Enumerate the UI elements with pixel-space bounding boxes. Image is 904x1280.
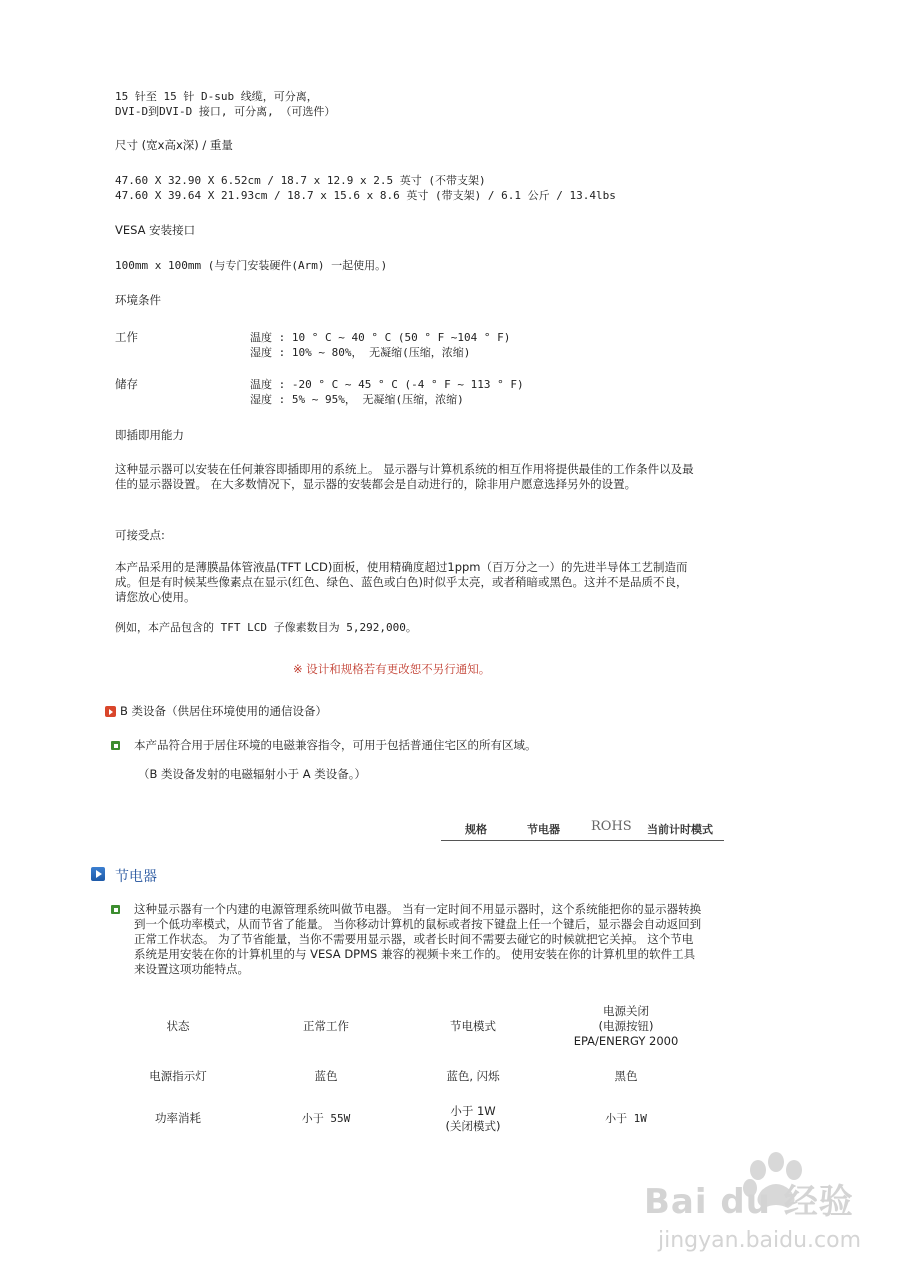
table-cell: 电源指示灯 [149,1069,207,1083]
size-line-1: 47.60 X 32.90 X 6.52cm / 18.7 x 12.9 x 2.5 英寸 (不带支架) [115,174,486,187]
tab-power-saver[interactable]: 节电器 [527,823,560,836]
pixel-count: 例如，本产品包含的 TFT LCD 子像素数目为 5,292,000。 [115,621,417,634]
table-cell: 小于 1W [605,1112,647,1125]
table-cell: 蓝色, 闪烁 [446,1069,500,1083]
tab-rohs[interactable]: ROHS [591,819,632,834]
table-cell: 蓝色 [314,1069,338,1083]
table-header-cell: 电源关闭 (电源按钮) EPA/ENERGY 2000 [573,1004,679,1048]
acceptable-text: 本产品采用的是薄膜晶体管液晶(TFT LCD)面板，使用精确度超过1ppm（百万分之一）的先进半导体工艺制造而成。但是有时候某些像素点在显示(红色、绿色、蓝色或白色)时似乎太亮，或者稍暗或黑色。这并不是品质不良，请您放心使用。 [115,560,688,604]
table-cell: 小于 55W [301,1112,351,1125]
storage-temperature: 温度 : -20 ° C ~ 45 ° C (-4 ° F ~ 113 ° F) [250,378,524,391]
spec-change-notice: ※ 设计和规格若有更改恕不另行通知。 [293,662,491,676]
table-cell: 功率消耗 [155,1111,201,1125]
class-b-note: （B 类设备发射的电磁辐射小于 A 类设备。） [138,767,366,781]
arrow-icon [105,706,116,717]
class-b-heading: B 类设备（供居住环境使用的通信设备） [120,704,328,718]
bullet-icon [111,741,120,750]
section-arrow-icon [91,867,105,881]
class-b-text: 本产品符合用于居住环境的电磁兼容指令，可用于包括普通住宅区的所有区域。 [134,738,537,752]
table-header-cell: 节电模式 [450,1019,496,1033]
tab-specifications[interactable]: 规格 [465,823,487,836]
operating-label: 工作 [115,330,138,344]
operating-temperature: 温度 : 10 ° C ~ 40 ° C (50 ° F ~104 ° F) [250,331,511,344]
cable-line-2: DVI-D到DVI-D 接口, 可分离, （可选件） [115,105,336,118]
storage-label: 储存 [115,377,138,391]
power-saver-title: 节电器 [115,869,157,885]
tab-timing-modes[interactable]: 当前计时模式 [647,823,713,836]
watermark-brand: Bai du 经验 [644,1182,854,1222]
storage-humidity: 湿度 : 5% ~ 95%， 无凝缩(压缩，浓缩) [250,393,464,406]
table-header-cell: 正常工作 [303,1019,349,1033]
cable-line-1: 15 针至 15 针 D-sub 线缆，可分离， [115,90,318,103]
acceptable-label: 可接受点: [115,528,165,542]
watermark-url: jingyan.baidu.com [658,1228,862,1253]
environment-label: 环境条件 [115,293,161,307]
table-header-cell: 状态 [166,1019,190,1033]
size-label: 尺寸 (宽x高x深) / 重量 [115,138,233,152]
table-cell: 小于 1W (关闭模式) [445,1104,501,1133]
section-tabs [441,816,724,841]
bullet-icon [111,905,120,914]
plug-and-play-label: 即插即用能力 [115,428,184,442]
plug-and-play-text: 这种显示器可以安装在任何兼容即插即用的系统上。 显示器与计算机系统的相互作用将提供最佳的工作条件以及最佳的显示器设置。 在大多数情况下，显示器的安装都会是自动进行的，除非用户愿意选择另外的设置。 [115,462,694,491]
operating-humidity: 湿度 : 10% ~ 80%， 无凝缩(压缩，浓缩) [250,346,471,359]
size-line-2: 47.60 X 39.64 X 21.93cm / 18.7 x 15.6 x 8.6 英寸 (带支架) / 6.1 公斤 / 13.4lbs [115,189,616,202]
power-saver-text: 这种显示器有一个内建的电源管理系统叫做节电器。 当有一定时间不用显示器时，这个系统能把你的显示器转换到一个低功率模式，从而节省了能量。 当你移动计算机的鼠标或者按下键盘上任一个键后，显示器会自动返回到正常工作状态。 为了节省能量，当你不需要用显示器，或者长时间不需要去碰它的时候就把它关掉。 这个节电系统是用安装在你的计算机里的与 VESA DPMS 兼容的视频卡来工作的。 使用安装在你的计算机里的软件工具来设置这项功能特点。 [134,902,702,976]
vesa-value: 100mm x 100mm (与专门安装硬件(Arm) 一起使用。) [115,259,388,272]
vesa-label: VESA 安装接口 [115,223,196,237]
table-cell: 黑色 [614,1069,638,1083]
baidu-watermark [640,1140,900,1270]
